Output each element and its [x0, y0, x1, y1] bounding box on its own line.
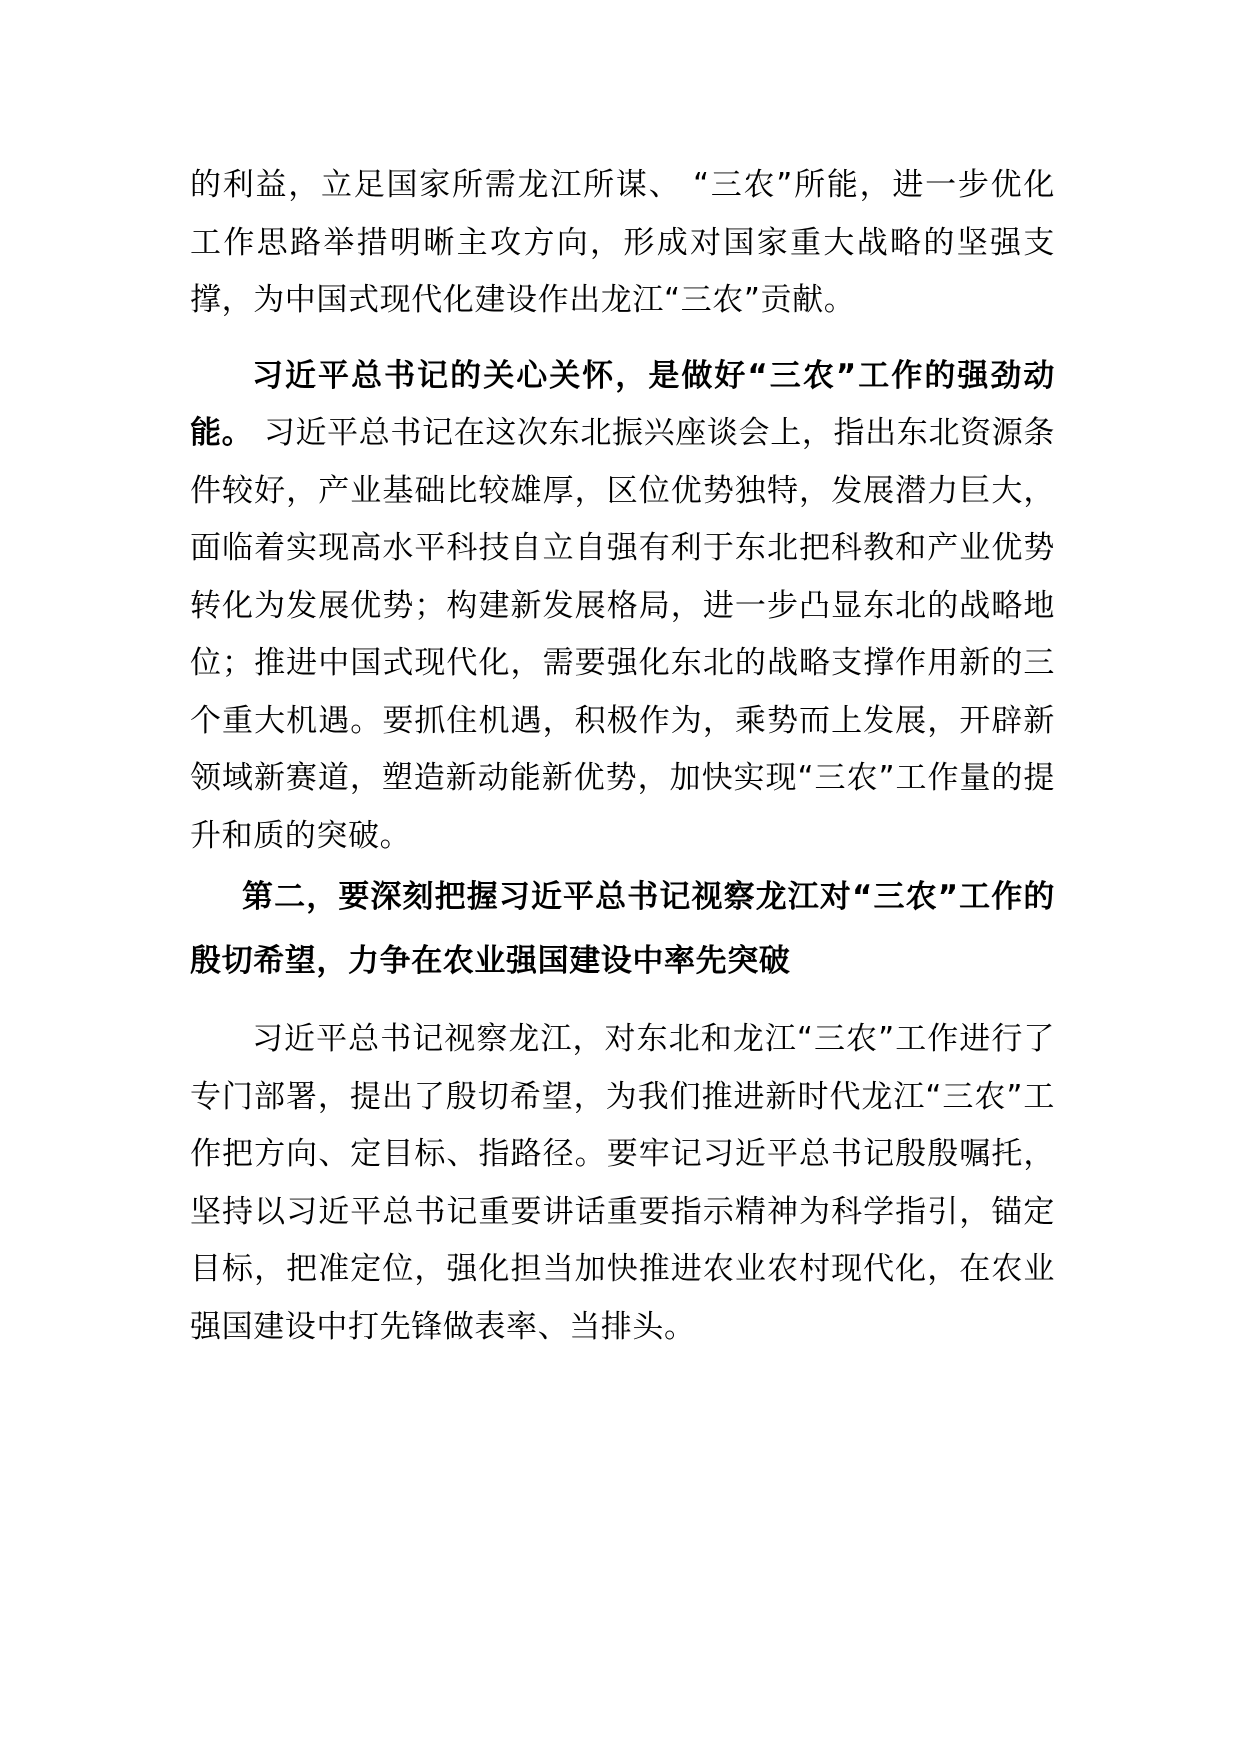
document-body [190, 157, 1055, 1356]
paragraph-lead-sentence: 习近平总书记的关心关怀，是做好“三农”工作的强劲动能。 [190, 357, 1055, 451]
paragraph-continuation: 的利益，立足国家所需龙江所谋、 “三农”所能，进一步优化工作思路举措明晰主攻方向，形成对国家重大战略的坚强支撑，为中国式现代化建设作出龙江“三农”贡献。 [190, 167, 1055, 318]
section-heading: 第二，要深刻把握习近平总书记视察龙江对“三农”工作的殷切希望，力争在农业强国建设中率先突破 [190, 879, 1055, 979]
paragraph-body-text: 习近平总书记在这次东北振兴座谈会上，指出东北资源条件较好，产业基础比较雄厚，区位优势独特，发展潜力巨大，面临着实现高水平科技自立自强有利于东北把科教和产业优势转化为发展优势；构建新发展格局，进一步凸显东北的战略地位；推进中国式现代化，需要强化东北的战略支撑作用新的三个重大机遇。要抓住机遇，积极作为，乘势而上发展，开辟新领域新赛道，塑造新动能新优势，加快实现“三农”工作量的提升和质的突破。 [190, 415, 1056, 854]
paragraph-care-and-concern [190, 348, 1055, 866]
paragraph-inspection-hopes: 习近平总书记视察龙江，对东北和龙江“三农”工作进行了专门部署，提出了殷切希望，为我们推进新时代龙江“三农”工作把方向、定目标、指路径。要牢记习近平总书记殷殷嘱托，坚持以习近平总书记重要讲话重要指示精神为科学指引，锚定目标，把准定位，强化担当加快推进农业农村现代化，在农业强国建设中打先锋做表率、当排头。 [190, 1021, 1055, 1345]
